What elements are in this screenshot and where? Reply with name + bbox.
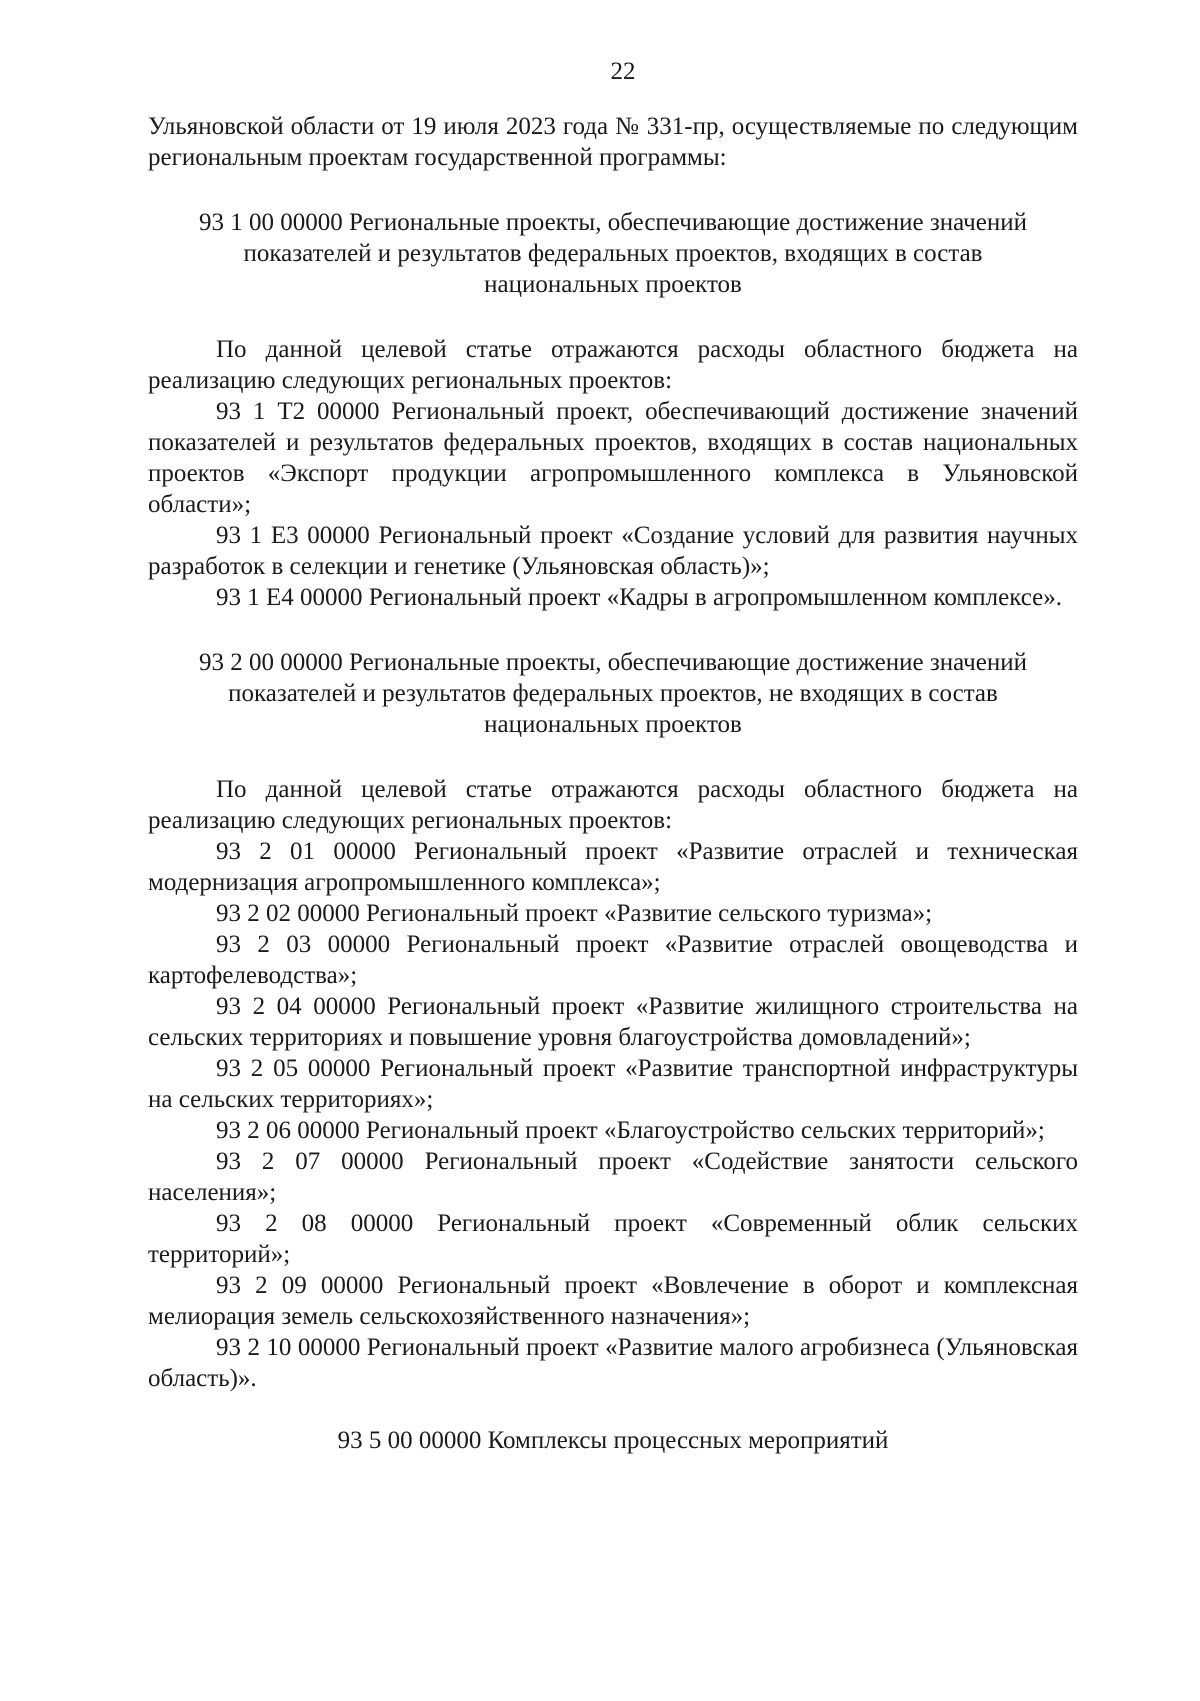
list-item: 93 2 07 00000 Региональный проект «Содействие занятости сельского населения»; [148,1148,1078,1206]
section-heading-93-2: 93 2 00 00000 Региональные проекты, обеспечивающие достижение значений показателей и результатов федеральных проектов, не входящих в состав национальных проектов [199,649,1027,738]
list-item: 93 2 02 00000 Региональный проект «Развитие сельского туризма»; [216,900,933,927]
list-item: 93 2 09 00000 Региональный проект «Вовлечение в оборот и комплексная мелиорация земель сельскохозяйственного назначения»; [148,1272,1078,1330]
section-lead-93-2: По данной целевой статье отражаются расходы областного бюджета на реализацию следующих региональных проектов: [148,776,1078,834]
list-item: 93 2 05 00000 Региональный проект «Развитие транспортной инфраструктуры на сельских территориях»; [148,1055,1078,1113]
document-page [148,56,1078,1456]
list-item: 93 2 03 00000 Региональный проект «Развитие отраслей овощеводства и картофелеводства»; [148,931,1078,989]
list-item: 93 2 01 00000 Региональный проект «Развитие отраслей и техническая модернизация агропромышленного комплекса»; [148,838,1078,896]
list-item: 93 1 Е4 00000 Региональный проект «Кадры в агропромышленном комплексе». [216,584,1062,611]
list-item: 93 1 Е3 00000 Региональный проект «Создание условий для развития научных разработок в селекции и генетике (Ульяновская область)»; [148,522,1078,580]
list-item: 93 2 08 00000 Региональный проект «Современный облик сельских территорий»; [148,1210,1078,1268]
section-heading-93-1: 93 1 00 00000 Региональные проекты, обеспечивающие достижение значений показателей и результатов федеральных проектов, входящих в состав национальных проектов [199,209,1027,298]
list-item: 93 2 06 00000 Региональный проект «Благоустройство сельских территорий»; [216,1117,1045,1144]
list-item: 93 2 10 00000 Региональный проект «Развитие малого агробизнеса (Ульяновская область)». [148,1334,1078,1392]
list-item: 93 1 Т2 00000 Региональный проект, обеспечивающий достижение значений показателей и результатов федеральных проектов, входящих в состав национальных проектов «Экспорт продукции агропромышленного комплекса в Ульяновской области»; [148,398,1078,518]
list-item: 93 2 04 00000 Региональный проект «Развитие жилищного строительства на сельских территориях и повышение уровня благоустройства домовладений»; [148,993,1078,1051]
page-number: 22 [610,58,636,85]
section-heading-93-5: 93 5 00 00000 Комплексы процессных мероприятий [337,1427,889,1454]
section-lead-93-1: По данной целевой статье отражаются расходы областного бюджета на реализацию следующих региональных проектов: [148,336,1078,394]
intro-paragraph: Ульяновской области от 19 июля 2023 года № 331-пр, осуществляемые по следующим региональным проектам государственной программы: [148,113,1078,171]
